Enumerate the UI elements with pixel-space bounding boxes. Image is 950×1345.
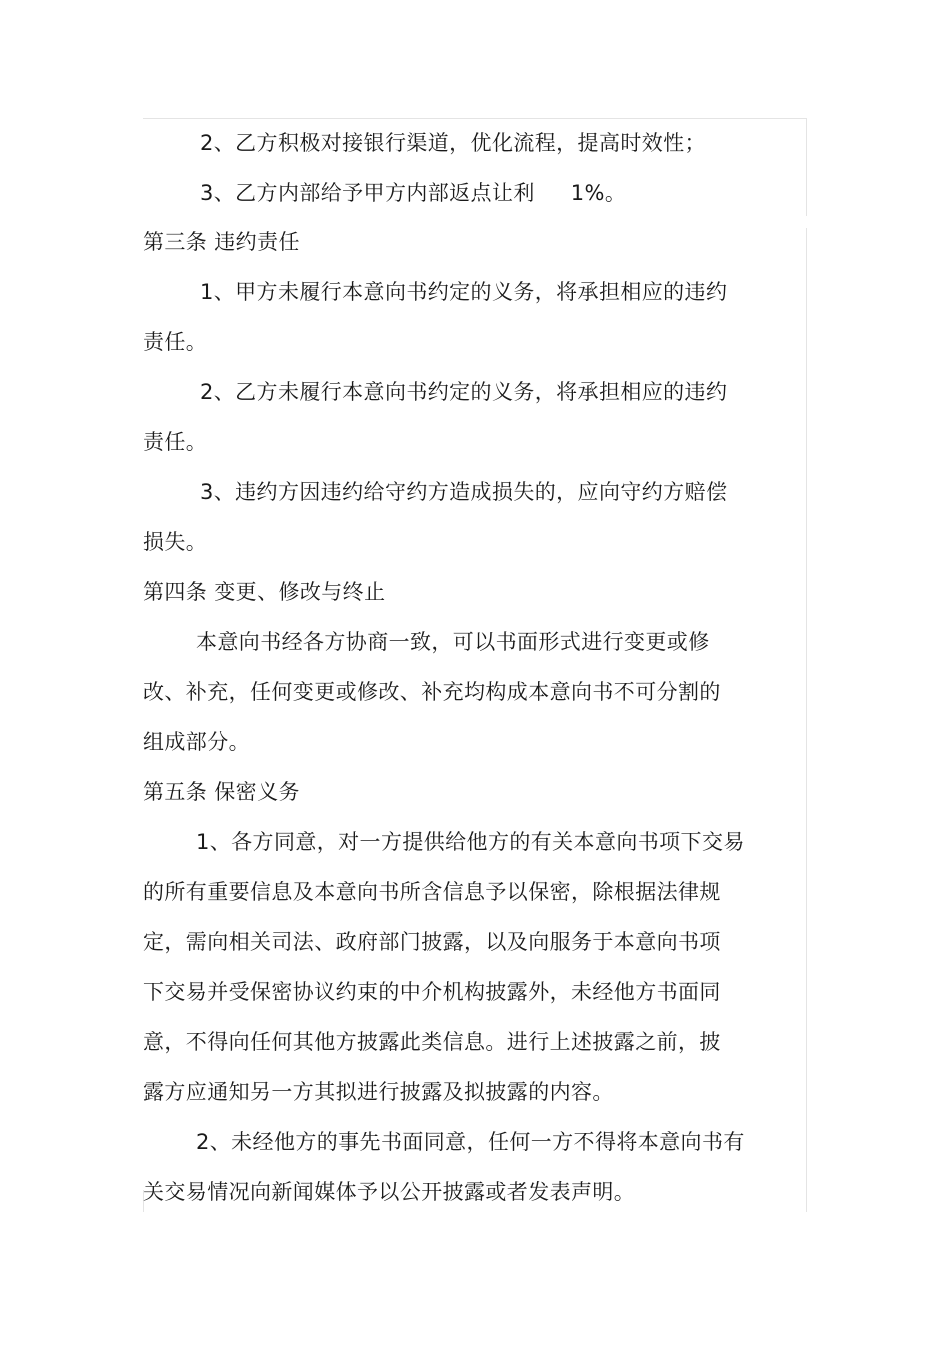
clause-5-2-line-1: 2、未经他方的事先书面同意，任何一方不得将本意向书有 [196, 1130, 745, 1154]
clause-5-1-line-2: 的所有重要信息及本意向书所含信息予以保密，除根据法律规 [143, 880, 721, 904]
clause-5-2-line-2: 关交易情况向新闻媒体予以公开披露或者发表声明。 [143, 1180, 636, 1204]
frame-top-rule [143, 118, 807, 119]
clause-3-1-cont: 责任。 [143, 330, 208, 354]
clause-5-1-line-1: 1、各方同意，对一方提供给他方的有关本意向书项下交易 [196, 830, 745, 854]
article-5-heading: 第五条 保密义务 [143, 780, 300, 804]
clause-3-2-line: 2、乙方未履行本意向书约定的义务，将承担相应的违约 [200, 380, 728, 404]
clause-3-3-line: 3、违约方因违约给守约方造成损失的，应向守约方赔偿 [200, 480, 728, 504]
clause-2-3-text: 3、乙方内部给予甲方内部返点让利 [200, 181, 535, 205]
rebate-percent: 1%。 [570, 181, 627, 205]
frame-right-rule [806, 228, 807, 1212]
article-4-line-3: 组成部分。 [143, 730, 250, 754]
article-4-line-2: 改、补充，任何变更或修改、补充均构成本意向书不可分割的 [143, 680, 721, 704]
clause-2-2-line: 2、乙方积极对接银行渠道，优化流程，提高时效性； [200, 131, 706, 155]
article-4-line-1: 本意向书经各方协商一致，可以书面形式进行变更或修 [196, 630, 710, 654]
clause-3-1-line: 1、甲方未履行本意向书约定的义务，将承担相应的违约 [200, 280, 728, 304]
clause-5-1-line-4: 下交易并受保密协议约束的中介机构披露外，未经他方书面同 [143, 980, 721, 1004]
clause-3-2-cont: 责任。 [143, 430, 208, 454]
article-4-heading: 第四条 变更、修改与终止 [143, 580, 386, 604]
clause-5-1-line-5: 意，不得向任何其他方披露此类信息。进行上述披露之前，披 [143, 1030, 721, 1054]
article-3-heading: 第三条 违约责任 [143, 230, 300, 254]
clause-5-1-line-3: 定，需向相关司法、政府部门披露，以及向服务于本意向书项 [143, 930, 721, 954]
clause-2-3-line [200, 178, 860, 208]
clause-5-1-line-6: 露方应通知另一方其拟进行披露及拟披露的内容。 [143, 1080, 614, 1104]
clause-3-3-cont: 损失。 [143, 530, 208, 554]
